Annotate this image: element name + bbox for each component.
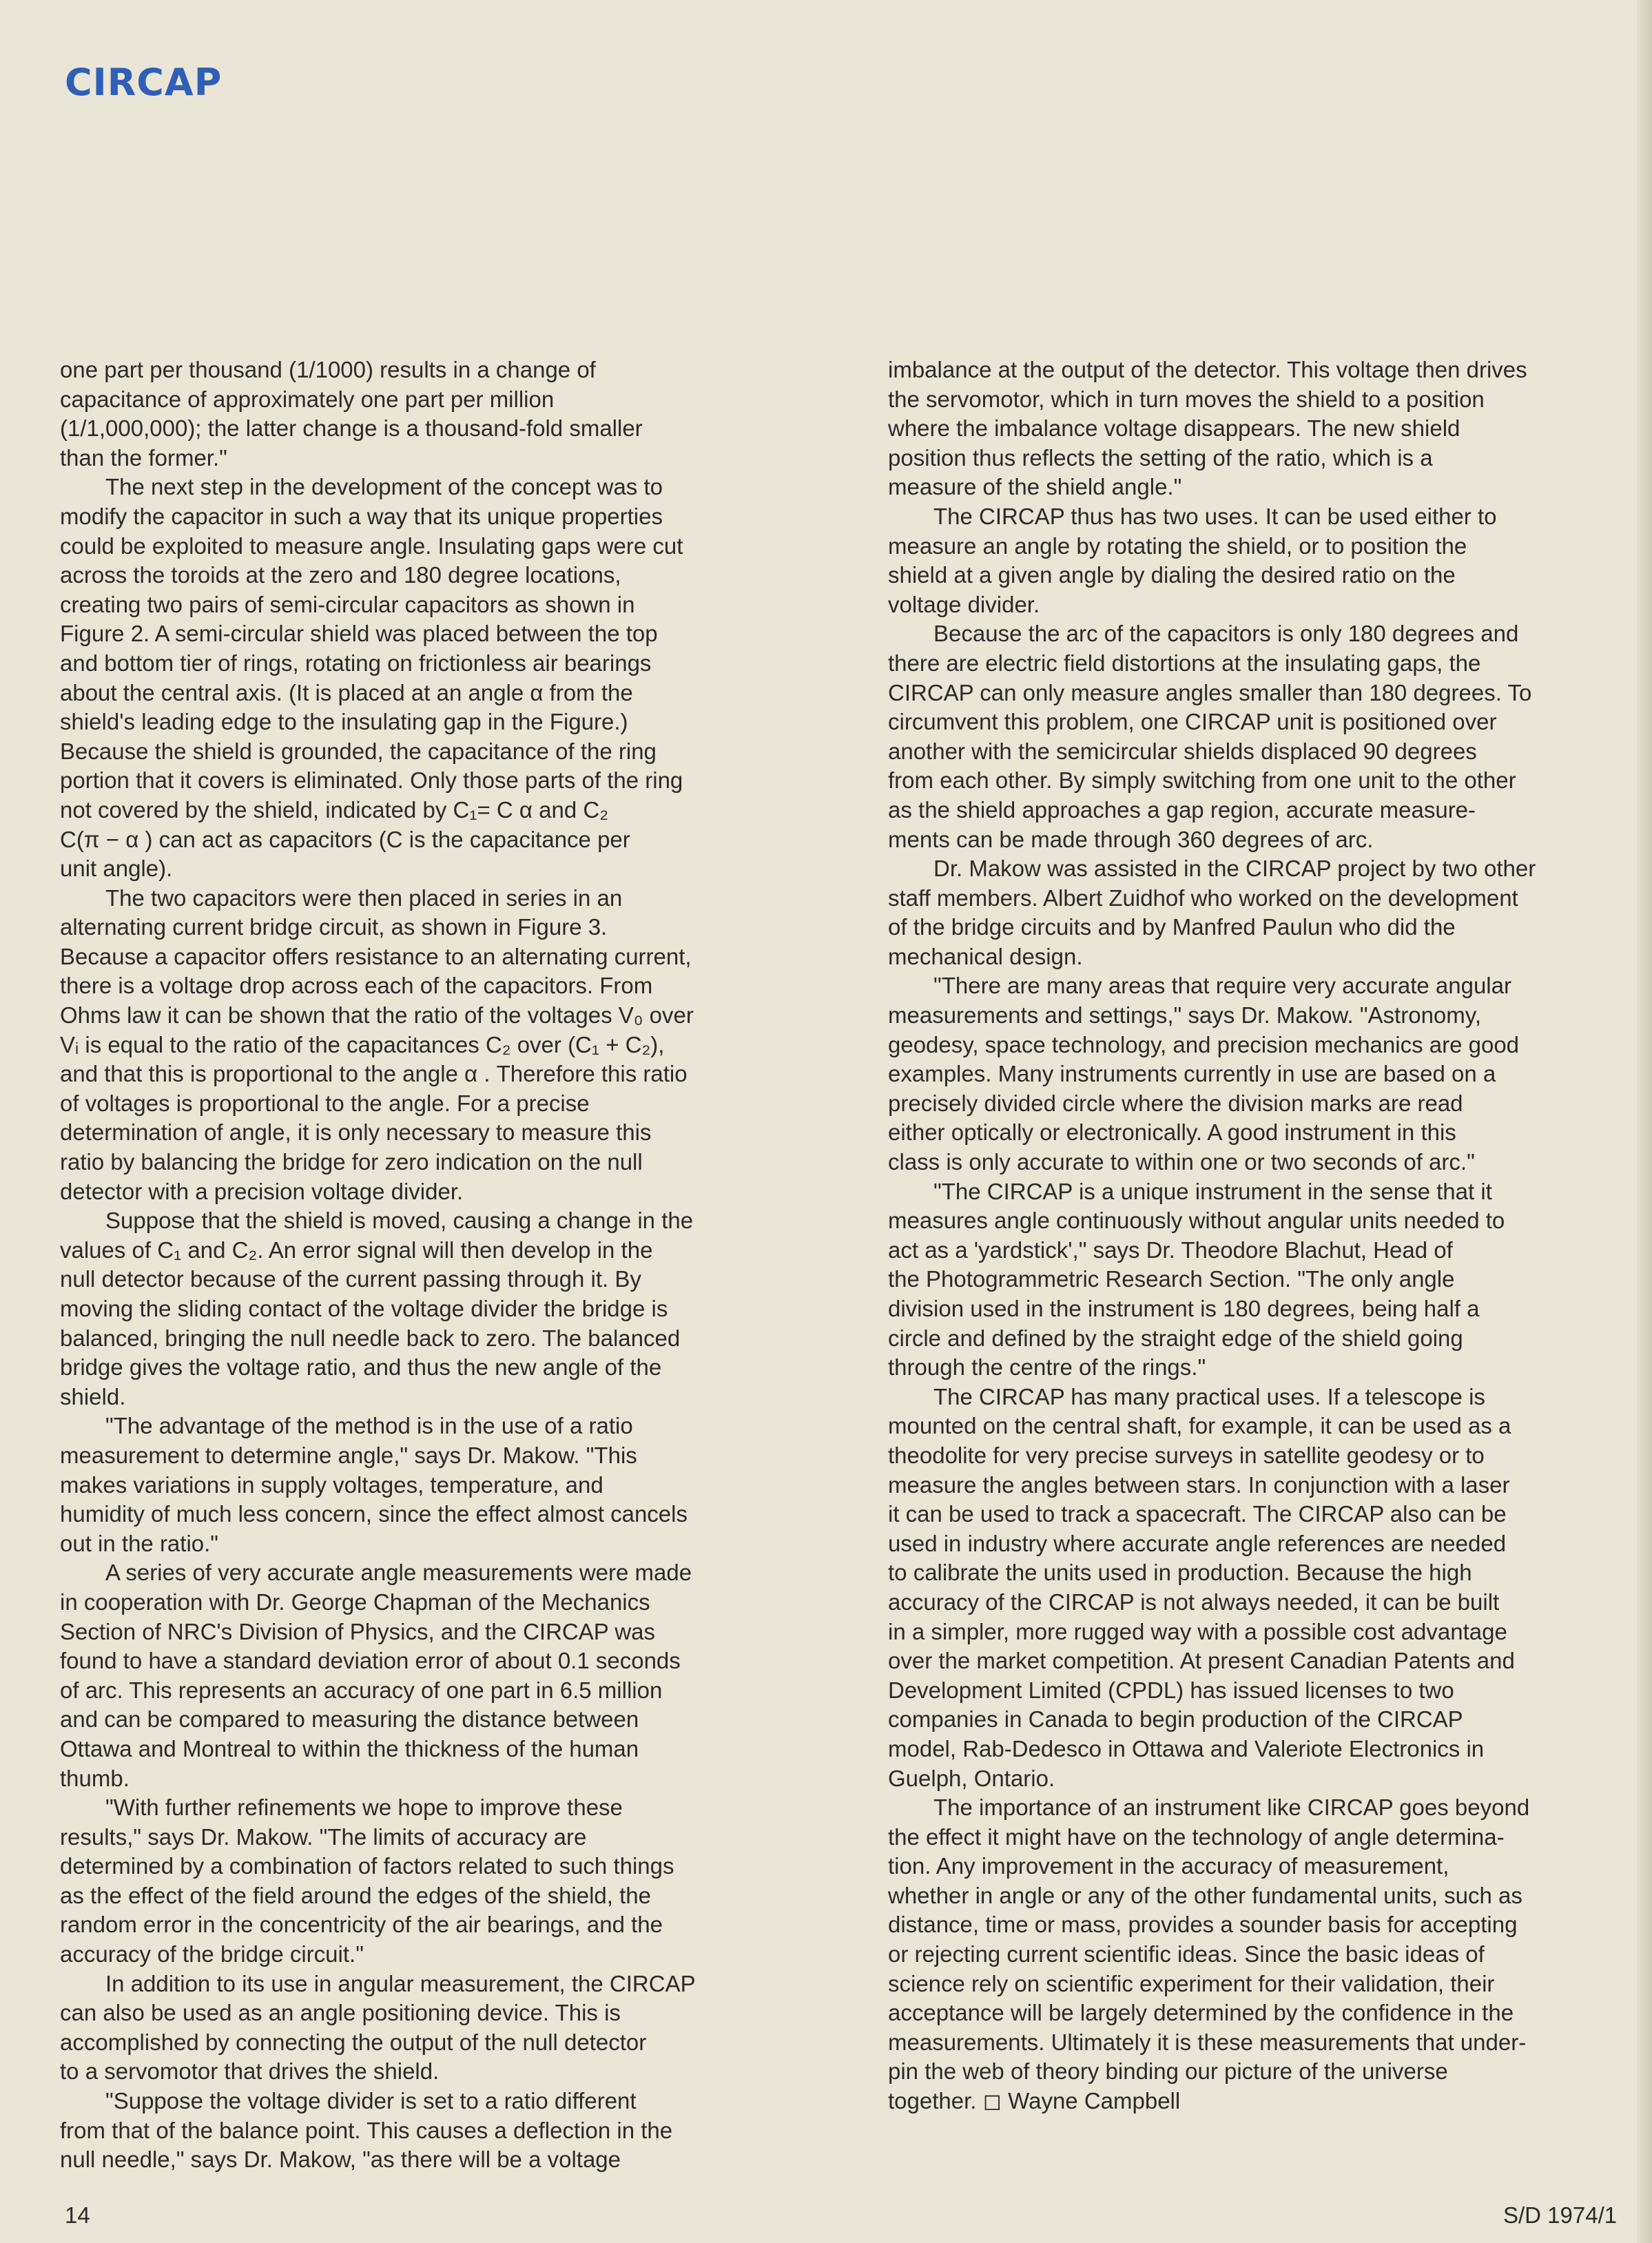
text-line: null detector because of the current passing through it. By: [60, 1266, 641, 1292]
text-line: mechanical design.: [888, 943, 1083, 969]
text-line: C(π − α ) can act as capacitors (C is the capacitance per: [60, 826, 630, 852]
text-line: The CIRCAP thus has two uses. It can be used either to: [933, 503, 1497, 529]
text-line: where the imbalance voltage disappears. The new shield: [888, 415, 1460, 442]
text-line: and can be compared to measuring the distance between: [60, 1706, 639, 1733]
article-column-right: [888, 355, 1652, 2116]
text-line: "With further refinements we hope to improve these: [105, 1795, 623, 1821]
text-line: accuracy of the bridge circuit.": [60, 1941, 364, 1967]
text-line: from each other. By simply switching from one unit to the other: [888, 767, 1516, 794]
text-line: in cooperation with Dr. George Chapman of the Mechanics: [60, 1589, 650, 1615]
paragraph: [60, 1412, 852, 1558]
text-line: circle and defined by the straight edge of the shield going: [888, 1325, 1463, 1351]
text-line: voltage divider.: [888, 591, 1040, 617]
text-line: capacitance of approximately one part per million: [60, 386, 555, 412]
text-line: used in industry where accurate angle references are needed: [888, 1530, 1507, 1556]
paragraph: [888, 619, 1652, 854]
text-line: the Photogrammetric Research Section. "The only angle: [888, 1266, 1455, 1292]
text-line: alternating current bridge circuit, as shown in Figure 3.: [60, 914, 608, 940]
paragraph: [888, 355, 1652, 502]
text-line: out in the ratio.": [60, 1530, 219, 1556]
text-line: the effect it might have on the technology of angle determina-: [888, 1823, 1505, 1850]
text-line: bridge gives the voltage ratio, and thus the new angle of the: [60, 1354, 662, 1381]
text-line: about the central axis. (It is placed at an angle α from the: [60, 679, 633, 705]
text-line: determination of angle, it is only necessary to measure this: [60, 1119, 652, 1146]
paragraph: [60, 473, 852, 883]
text-line: balanced, bringing the null needle back to zero. The balanced: [60, 1325, 681, 1351]
text-line: of the bridge circuits and by Manfred Paulun who did the: [888, 914, 1456, 940]
text-line: position thus reflects the setting of the ratio, which is a: [888, 444, 1433, 471]
text-line: either optically or electronically. A good instrument in this: [888, 1119, 1456, 1146]
text-line: measure an angle by rotating the shield, or to position the: [888, 533, 1467, 559]
text-line: there is a voltage drop across each of the capacitors. From: [60, 973, 653, 999]
text-line: measurement to determine angle," says Dr. Makow. "This: [60, 1442, 637, 1468]
text-line: determined by a combination of factors related to such things: [60, 1853, 674, 1879]
text-line: (1/1,000,000); the latter change is a thousand-fold smaller: [60, 415, 643, 442]
text-line: The two capacitors were then placed in series in an: [105, 885, 623, 911]
text-line: tion. Any improvement in the accuracy of measurement,: [888, 1853, 1449, 1879]
text-line: another with the semicircular shields displaced 90 degrees: [888, 738, 1477, 764]
text-line: values of C₁ and C₂. An error signal will then develop in the: [60, 1237, 653, 1263]
text-line: "The advantage of the method is in the use of a ratio: [105, 1413, 633, 1439]
text-line: thumb.: [60, 1765, 130, 1791]
text-line: moving the sliding contact of the voltage divider the bridge is: [60, 1296, 668, 1321]
text-line: model, Rab-Dedesco in Ottawa and Valeriote Electronics in: [888, 1735, 1485, 1761]
text-line: In addition to its use in angular measurement, the CIRCAP: [105, 1970, 696, 1996]
text-line: creating two pairs of semi-circular capacitors as shown in: [60, 591, 635, 617]
text-line: examples. Many instruments currently in use are based on a: [888, 1061, 1496, 1087]
text-line: and bottom tier of rings, rotating on frictionless air bearings: [60, 650, 652, 676]
paragraph: [60, 355, 852, 473]
text-line: to a servomotor that drives the shield.: [60, 2058, 440, 2085]
text-line: division used in the instrument is 180 degrees, being half a: [888, 1296, 1480, 1321]
text-line: ments can be made through 360 degrees of arc.: [888, 826, 1374, 852]
text-line: Guelph, Ontario.: [888, 1765, 1055, 1791]
text-line: in a simpler, more rugged way with a possible cost advantage: [888, 1618, 1507, 1644]
text-line: "There are many areas that require very accurate angular: [933, 973, 1511, 999]
text-line: of arc. This represents an accuracy of one part in 6.5 million: [60, 1677, 663, 1703]
text-line: found to have a standard deviation error of about 0.1 seconds: [60, 1648, 681, 1674]
text-line: accomplished by connecting the output of the null detector: [60, 2029, 647, 2055]
text-line: distance, time or mass, provides a sounder basis for accepting: [888, 1912, 1518, 1938]
text-line: A series of very accurate angle measurements were made: [105, 1560, 692, 1586]
text-line: as the effect of the field around the edges of the shield, the: [60, 1882, 651, 1908]
text-line: Because a capacitor offers resistance to an alternating current,: [60, 943, 692, 969]
text-line: measure of the shield angle.": [888, 474, 1182, 500]
text-line: imbalance at the output of the detector. This voltage then drives: [888, 357, 1527, 382]
text-line: over the market competition. At present Canadian Patents and: [888, 1648, 1515, 1674]
paragraph: [60, 1970, 852, 2087]
text-line: humidity of much less concern, since the effect almost cancels: [60, 1501, 688, 1527]
text-line: could be exploited to measure angle. Insulating gaps were cut: [60, 533, 683, 559]
section-title: CIRCAP: [65, 61, 223, 104]
text-line: makes variations in supply voltages, temperature, and: [60, 1471, 603, 1498]
text-line: Suppose that the shield is moved, causing a change in the: [105, 1208, 694, 1234]
text-line: act as a 'yardstick'," says Dr. Theodore Blachut, Head of: [888, 1237, 1453, 1263]
text-line: circumvent this problem, one CIRCAP unit is positioned over: [888, 709, 1497, 735]
paragraph: [888, 1793, 1652, 2116]
text-line: can also be used as an angle positioning device. This is: [60, 2000, 621, 2026]
paragraph: [888, 502, 1652, 619]
text-line: one part per thousand (1/1000) results in a change of: [60, 357, 596, 382]
text-line: The next step in the development of the concept was to: [105, 474, 663, 500]
text-line: theodolite for very precise surveys in satellite geodesy or to: [888, 1442, 1485, 1468]
text-line: Because the shield is grounded, the capacitance of the ring: [60, 738, 657, 764]
text-line: Section of NRC's Division of Physics, and the CIRCAP was: [60, 1618, 656, 1644]
text-line: precisely divided circle where the division marks are read: [888, 1090, 1463, 1116]
text-line: ratio by balancing the bridge for zero indication on the null: [60, 1149, 643, 1175]
text-line: Dr. Makow was assisted in the CIRCAP project by two other: [933, 856, 1536, 882]
text-line: together. ◻ Wayne Campbell: [888, 2088, 1181, 2114]
text-line: across the toroids at the zero and 180 degree locations,: [60, 562, 621, 588]
text-line: modify the capacitor in such a way that its unique properties: [60, 503, 663, 529]
text-line: whether in angle or any of the other fundamental units, such as: [888, 1882, 1522, 1908]
text-line: "The CIRCAP is a unique instrument in the sense that it: [933, 1178, 1492, 1204]
text-line: through the centre of the rings.": [888, 1354, 1206, 1381]
text-line: Ottawa and Montreal to within the thickness of the human: [60, 1735, 639, 1761]
text-line: shield at a given angle by dialing the desired ratio on the: [888, 562, 1456, 588]
text-line: class is only accurate to within one or two seconds of arc.": [888, 1149, 1475, 1175]
text-line: Development Limited (CPDL) has issued licenses to two: [888, 1677, 1454, 1703]
text-line: not covered by the shield, indicated by C₁= C α and C₂: [60, 796, 609, 823]
page-number: 14: [65, 2202, 90, 2228]
paragraph: [60, 1206, 852, 1412]
text-line: it can be used to track a spacecraft. The CIRCAP also can be: [888, 1501, 1507, 1527]
text-line: CIRCAP can only measure angles smaller than 180 degrees. To: [888, 679, 1532, 705]
text-line: and that this is proportional to the angle α . Therefore this ratio: [60, 1061, 688, 1087]
text-line: measurements and settings," says Dr. Makow. "Astronomy,: [888, 1002, 1481, 1029]
text-line: accuracy of the CIRCAP is not always needed, it can be built: [888, 1589, 1500, 1615]
paragraph: [888, 971, 1652, 1177]
text-line: null needle," says Dr. Makow, "as there will be a voltage: [60, 2147, 621, 2173]
paragraph: [60, 1793, 852, 1970]
paragraph: [60, 2087, 852, 2175]
text-line: random error in the concentricity of the air bearings, and the: [60, 1912, 663, 1938]
text-line: shield.: [60, 1383, 126, 1409]
text-line: measure the angles between stars. In conjunction with a laser: [888, 1471, 1510, 1498]
text-line: The CIRCAP has many practical uses. If a telescope is: [933, 1383, 1485, 1409]
text-line: science rely on scientific experiment for their validation, their: [888, 1970, 1495, 1996]
text-line: shield's leading edge to the insulating gap in the Figure.): [60, 709, 628, 735]
text-line: unit angle).: [60, 856, 173, 882]
text-line: or rejecting current scientific ideas. Since the basic ideas of: [888, 1941, 1485, 1967]
text-line: of voltages is proportional to the angle. For a precise: [60, 1090, 590, 1116]
paragraph: [60, 1558, 852, 1793]
text-line: there are electric field distortions at the insulating gaps, the: [888, 650, 1481, 676]
text-line: results," says Dr. Makow. "The limits of accuracy are: [60, 1823, 587, 1850]
paragraph: [60, 884, 852, 1207]
paragraph: [888, 854, 1652, 971]
text-line: "Suppose the voltage divider is set to a ratio different: [105, 2088, 637, 2114]
paragraph: [888, 1383, 1652, 1793]
text-line: geodesy, space technology, and precision mechanics are good: [888, 1031, 1520, 1057]
text-line: pin the web of theory binding our picture of the universe: [888, 2058, 1448, 2085]
text-line: Vᵢ is equal to the ratio of the capacitances C₂ over (C₁ + C₂),: [60, 1031, 665, 1057]
article-column-left: [60, 355, 852, 2175]
text-line: from that of the balance point. This causes a deflection in the: [60, 2117, 673, 2143]
text-line: companies in Canada to begin production of the CIRCAP: [888, 1706, 1463, 1733]
paragraph: [888, 1177, 1652, 1383]
text-line: Figure 2. A semi-circular shield was placed between the top: [60, 621, 658, 647]
text-line: The importance of an instrument like CIRCAP goes beyond: [933, 1795, 1530, 1821]
text-line: measurements. Ultimately it is these measurements that under-: [888, 2029, 1527, 2055]
text-line: mounted on the central shaft, for example, it can be used as a: [888, 1413, 1511, 1439]
text-line: the servomotor, which in turn moves the shield to a position: [888, 386, 1485, 412]
text-line: portion that it covers is eliminated. Only those parts of the ring: [60, 767, 683, 794]
text-line: staff members. Albert Zuidhof who worked on the development: [888, 885, 1518, 911]
text-line: than the former.": [60, 444, 227, 471]
text-line: to calibrate the units used in production. Because the high: [888, 1560, 1472, 1586]
text-line: acceptance will be largely determined by the confidence in the: [888, 2000, 1514, 2026]
text-line: as the shield approaches a gap region, accurate measure-: [888, 796, 1476, 823]
text-line: Ohms law it can be shown that the ratio of the voltages V₀ over: [60, 1002, 694, 1029]
text-line: measures angle continuously without angular units needed to: [888, 1208, 1505, 1234]
text-line: Because the arc of the capacitors is only 180 degrees and: [933, 621, 1519, 647]
issue-label: S/D 1974/1: [1503, 2202, 1618, 2228]
text-line: detector with a precision voltage divider.: [60, 1178, 464, 1204]
